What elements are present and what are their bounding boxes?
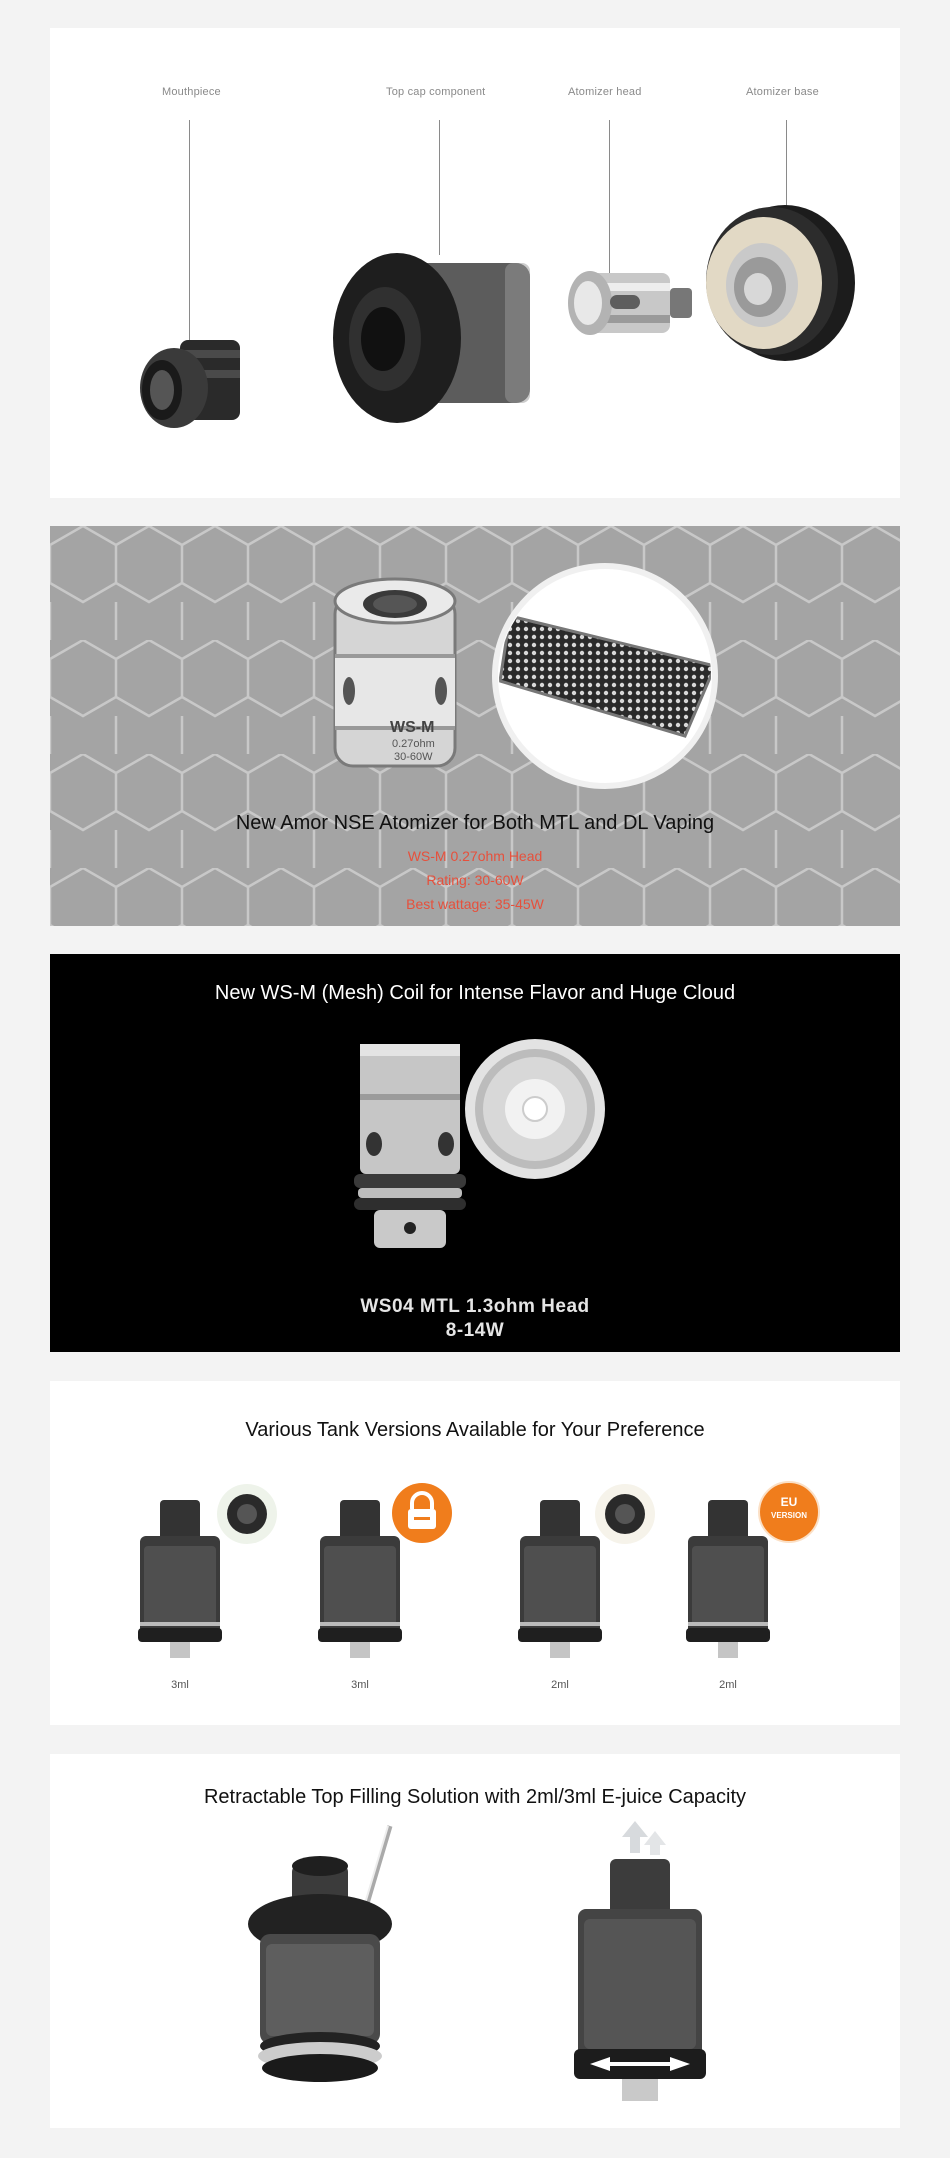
mesh-magnifier-image (490, 561, 720, 791)
label-top-cap: Top cap component (386, 86, 486, 98)
coil-label-watt: 30-60W (394, 751, 433, 763)
hex-pattern-background (50, 526, 900, 926)
spec-rating: Rating: 30-60W (426, 872, 524, 888)
capacity-label: 2ml (719, 1679, 737, 1691)
atomizer-panel (50, 526, 900, 926)
leader-atomizer-head (609, 120, 610, 275)
versions-section-title: Various Tank Versions Available for Your Preference (245, 1419, 705, 1441)
ws04-coil-image (350, 1034, 470, 1264)
label-atomizer-base: Atomizer base (746, 86, 819, 98)
spec-head: WS-M 0.27ohm Head (407, 848, 543, 864)
spec-best-wattage: Best wattage: 35-45W (406, 896, 544, 912)
ws04-coil-top-view-image (460, 1034, 610, 1184)
coil-panel (50, 954, 900, 1352)
coil-label-ohm: 0.27ohm (392, 738, 435, 750)
filling-panel (50, 1754, 900, 2128)
mouthpiece-variant-1-image (212, 1479, 282, 1549)
atomizer-head-image (550, 253, 700, 363)
label-atomizer-head: Atomizer head (568, 86, 642, 98)
top-filling-tank-image (240, 1824, 440, 2094)
label-mouthpiece: Mouthpiece (162, 86, 221, 98)
eu-version-badge (758, 1481, 820, 1543)
capacity-label: 2ml (551, 1679, 569, 1691)
capacity-label: 3ml (171, 1679, 189, 1691)
top-cap-image (325, 243, 545, 443)
versions-panel (50, 1381, 900, 1725)
mouthpiece-image (122, 328, 262, 448)
lock-icon (390, 1481, 454, 1545)
leader-top-cap (439, 120, 440, 255)
retractable-tank-image (560, 1819, 720, 2119)
exploded-view-panel (50, 28, 900, 498)
coil-section-title: New WS-M (Mesh) Coil for Intense Flavor and Huge Cloud (214, 982, 736, 1004)
coil-label-model: WS-M (390, 719, 435, 736)
eu-badge-bottom: VERSION (770, 1511, 807, 1520)
atomizer-section-title: New Amor NSE Atomizer for Both MTL and DL Vaping (235, 812, 715, 834)
ws04-head-name: WS04 MTL 1.3ohm Head (360, 1296, 590, 1317)
atomizer-base-image (690, 193, 860, 363)
eu-badge-top: EU (780, 1495, 798, 1509)
ws04-head-wattage: 8-14W (445, 1320, 505, 1341)
capacity-label: 3ml (351, 1679, 369, 1691)
mouthpiece-variant-2-image (590, 1479, 660, 1549)
filling-section-title: Retractable Top Filling Solution with 2ml/3ml E-juice Capacity (203, 1786, 747, 1808)
